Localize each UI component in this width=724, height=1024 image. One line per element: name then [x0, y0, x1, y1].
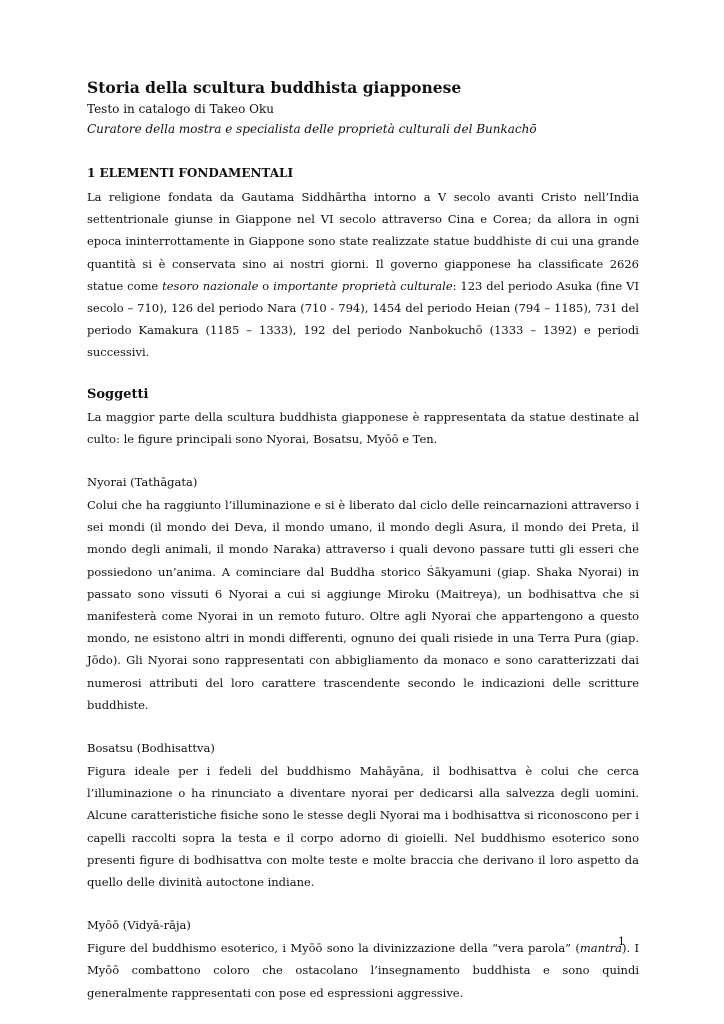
page-number: 1	[618, 935, 625, 948]
bosatsu-paragraph: Figura ideale per i fedeli del buddhismo Mahāyāna, il bodhisattva è colui che cerca l’illuminazione o ha rinunciato a diventare nyorai per dedicarsi alla salvezza degli uomini. Alcune caratteristiche fisiche sono le stesse degli Nyorai ma i bodhisattva si riconoscono per i capelli raccolti sopra la testa e il corpo adorno di gioielli. Nel buddhismo esoterico sono presenti figure di bodhisattva con molte teste e molte braccia che derivano il loro aspetto da quello delle divinità autoctone indiane.	[87, 764, 639, 890]
emphasis: mantra	[579, 941, 622, 956]
subsection-heading-soggetti: Soggetti	[87, 386, 149, 402]
emphasis: importante proprietà culturale	[273, 278, 453, 293]
intro-paragraph	[87, 186, 639, 364]
emphasis: tesoro nazionale	[162, 278, 259, 293]
subsection-heading-bosatsu: Bosatsu (Bodhisattva)	[87, 741, 215, 756]
text-run: ). I Myōō combattono coloro che ostacolano l’insegnamento buddhista e sono quindi generalmente rappresentati con pose ed espressioni aggressive.	[87, 941, 639, 1000]
subsection-heading-myoo: Myōō (Vidyā-rāja)	[87, 918, 191, 933]
myoo-paragraph	[87, 937, 639, 1004]
text-run: La religione fondata da Gautama Siddhārtha intorno a V secolo avanti Cristo nell’India settentrionale giunse in Giappone nel VI secolo attraverso Cina e Corea; da allora in ogni epoca ininterrottamente in Giappone sono state realizzate statue buddhiste di cui una grande quantità si è conservata sino ai nostri giorni. Il governo giapponese ha classificate 2626 statue come	[87, 190, 639, 293]
page-content	[87, 78, 639, 1004]
document-title: Storia della scultura buddhista giapponese	[87, 78, 462, 97]
text-run: : 123 del periodo Asuka (fine VI secolo – 710), 126 del periodo Nara (710 - 794), 1454 del periodo Heian (794 – 1185), 731 del periodo Kamakura (1185 – 1333), 192 del periodo Nanbokuchō (1333 – 1392) e periodi successivi.	[87, 278, 639, 360]
text-run: o	[258, 278, 274, 293]
section-heading: 1 ELEMENTI FONDAMENTALI	[87, 166, 294, 180]
curator-line: Curatore della mostra e specialista delle proprietà culturali del Bunkachō	[87, 122, 537, 136]
soggetti-paragraph: La maggior parte della scultura buddhista giapponese è rappresentata da statue destinate al culto: le figure principali sono Nyorai, Bosatsu, Myōō e Ten.	[87, 409, 639, 446]
subsection-heading-nyorai: Nyorai (Tathāgata)	[87, 475, 198, 490]
text-run: Figure del buddhismo esoterico, i Myōō sono la divinizzazione della “vera parola” (	[87, 941, 580, 956]
nyorai-paragraph: Colui che ha raggiunto l’illuminazione e si è liberato dal ciclo delle reincarnazioni attraverso i sei mondi (il mondo dei Deva, il mondo umano, il mondo degli Asura, il mondo dei Preta, il mondo degli animali, il mondo Naraka) attraverso i quali devono passare tutti gli esseri che possiedono un’anima. A cominciare dal Buddha storico Śākyamuni (giap. Shaka Nyorai) in passato sono vissuti 6 Nyorai a cui si aggiunge Miroku (Maitreya), un bodhisattva che si manifesterà come Nyorai in un remoto futuro. Oltre agli Nyorai che appartengono a questo mondo, ne esistono altri in mondi differenti, ognuno dei quali risiede in una Terra Pura (giap. Jōdo). Gli Nyorai sono rappresentati con abbigliamento da monaco e sono caratterizzati dai numerosi attributi del loro carattere trascendente secondo le indicazioni delle scritture buddhiste.	[87, 498, 639, 712]
document-subtitle: Testo in catalogo di Takeo Oku	[87, 102, 275, 116]
